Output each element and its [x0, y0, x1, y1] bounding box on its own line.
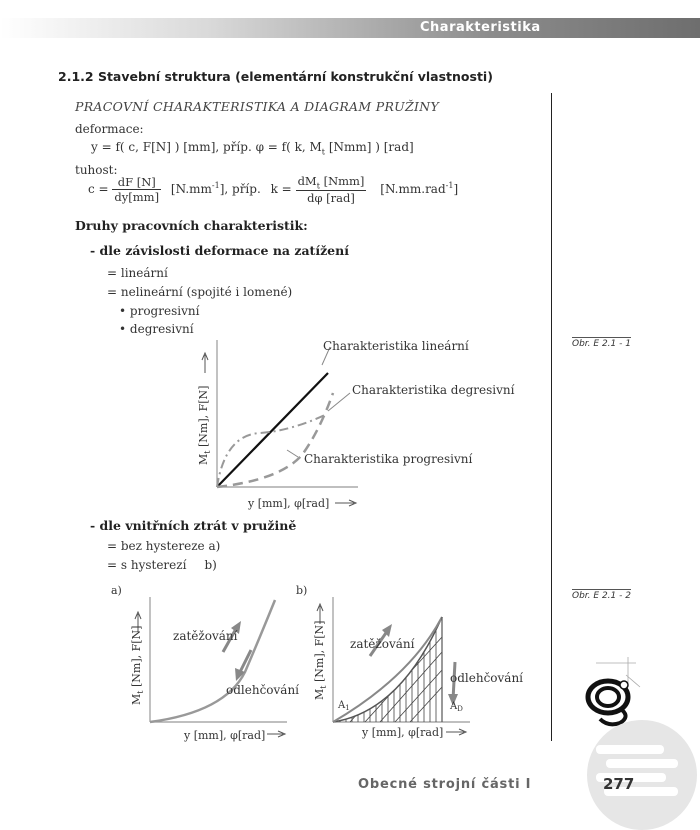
ztraty-heading: - dle vnitřních ztrát v pružině — [90, 518, 297, 533]
fig1-progresivni-curve — [217, 393, 333, 487]
ztraty-item-s-text: = s hysterezí — [107, 558, 187, 572]
fig1-degresivni-leader — [328, 393, 350, 411]
header-section-title: Charakteristika — [420, 20, 541, 35]
k-unit-end: ] — [453, 182, 459, 197]
k-fraction — [296, 174, 367, 205]
fig1-label-progresivni: Charakteristika progresivní — [304, 452, 473, 466]
k-prefix: k = — [270, 182, 292, 197]
deformace-formula-end: [Nmm] ) [rad] — [325, 140, 414, 154]
c-denominator: dy[mm] — [114, 190, 160, 205]
k-numerator — [296, 174, 367, 191]
fig1-label-linear: Charakteristika lineární — [323, 339, 469, 353]
fig2a-curve — [150, 600, 275, 722]
fig2b-odlehcovani: odlehčování — [450, 671, 524, 685]
k-num-text: dM — [297, 174, 317, 188]
c-unit-text: [N.mm — [170, 182, 212, 197]
header-bar — [0, 18, 700, 38]
c-unit-sup: -1 — [211, 181, 220, 191]
fig1-progresivni-leader — [287, 450, 298, 457]
ztraty-item-bez: = bez hystereze a) — [107, 539, 221, 553]
deformace-formula-sub: t — [321, 147, 325, 157]
spring-coil-inner — [597, 688, 619, 706]
druhy-heading: Druhy pracovních charakteristik: — [75, 218, 308, 233]
deformace-formula — [91, 140, 414, 156]
page-number: 277 — [603, 775, 635, 793]
tuhost-formula — [88, 174, 458, 205]
bullet-degresivni: • degresivní — [119, 322, 194, 336]
deformace-formula-text: y = f( c, F[N] ) [mm], příp. φ = f( k, M — [91, 140, 322, 154]
fig2b-ad: $A_D$ — [450, 701, 463, 713]
deformace-label: deformace: — [75, 122, 144, 136]
c-unit-end: ], příp. — [219, 182, 261, 197]
subtitle: PRACOVNÍ CHARAKTERISTIKA A DIAGRAM PRUŽINY — [75, 99, 440, 114]
k-unit-text: [N.mm.rad — [380, 182, 446, 197]
fig2a-ylabel: $M_t$ [Nm], F[N] — [130, 625, 145, 705]
tuhost-label: tuhost: — [75, 163, 118, 177]
figure-1-caption: Obr. E 2.1 - 1 — [572, 339, 631, 349]
fig1-ylabel: $M_t$ [Nm], F[N] — [197, 385, 212, 465]
fig1-label-degresivni: Charakteristika degresivní — [352, 383, 515, 397]
bullet-progresivni-text: progresivní — [129, 304, 200, 318]
bullet-degresivni-text: degresivní — [129, 322, 194, 336]
fig1-xlabel: y [mm], φ[rad] — [248, 497, 330, 510]
footer-title: Obecné strojní části I — [358, 777, 532, 792]
zatizeni-heading: - dle závislosti deformace na zatížení — [90, 243, 349, 258]
fig2b-xlabel: y [mm], φ[rad] — [362, 726, 444, 739]
c-unit — [171, 182, 261, 196]
figure-2-caption: Obr. E 2.1 - 2 — [572, 591, 631, 601]
c-numerator: dF [N] — [112, 175, 161, 190]
ztraty-item-s — [107, 558, 217, 572]
fig1-linear-line — [217, 373, 328, 487]
logo-book-1 — [596, 745, 664, 754]
bullet-progresivni: • progresivní — [119, 304, 200, 318]
fig2a-zatezovani: zatěžování — [173, 629, 238, 643]
ztraty-item-s-b: b) — [204, 558, 217, 572]
margin-divider — [551, 93, 552, 741]
fig2a-odlehcovani: odlehčování — [226, 683, 300, 697]
figure-2a-diagram — [105, 582, 308, 747]
fig2b-ylabel: $M_t$ [Nm], F[N] — [313, 620, 328, 700]
fig2a-xlabel: y [mm], φ[rad] — [184, 729, 266, 742]
zatizeni-item-nonlinear: = nelineární (spojité i lomené) — [107, 285, 293, 299]
k-unit — [380, 182, 458, 196]
fig2b-a1: $A_1$ — [338, 700, 350, 712]
fig2b-label: b) — [296, 584, 308, 597]
zatizeni-item-linear: = lineární — [107, 266, 168, 280]
figure-2b-diagram — [290, 582, 535, 747]
footer-book-logo — [584, 705, 700, 830]
k-num-sub: t — [316, 181, 320, 191]
k-denominator: dφ [rad] — [307, 191, 355, 206]
section-title: 2.1.2 Stavební struktura (elementární konstrukční vlastnosti) — [58, 69, 493, 84]
spring-end — [620, 681, 628, 689]
logo-book-2 — [606, 759, 678, 768]
fig2b-zatezovani: zatěžování — [350, 637, 415, 651]
k-unit-sup: -1 — [445, 181, 454, 191]
figure-1-diagram — [190, 335, 530, 515]
k-num-end: [Nmm] — [319, 174, 365, 188]
fig2a-label: a) — [111, 584, 122, 597]
c-prefix: c = — [88, 182, 109, 197]
c-fraction — [112, 175, 161, 204]
